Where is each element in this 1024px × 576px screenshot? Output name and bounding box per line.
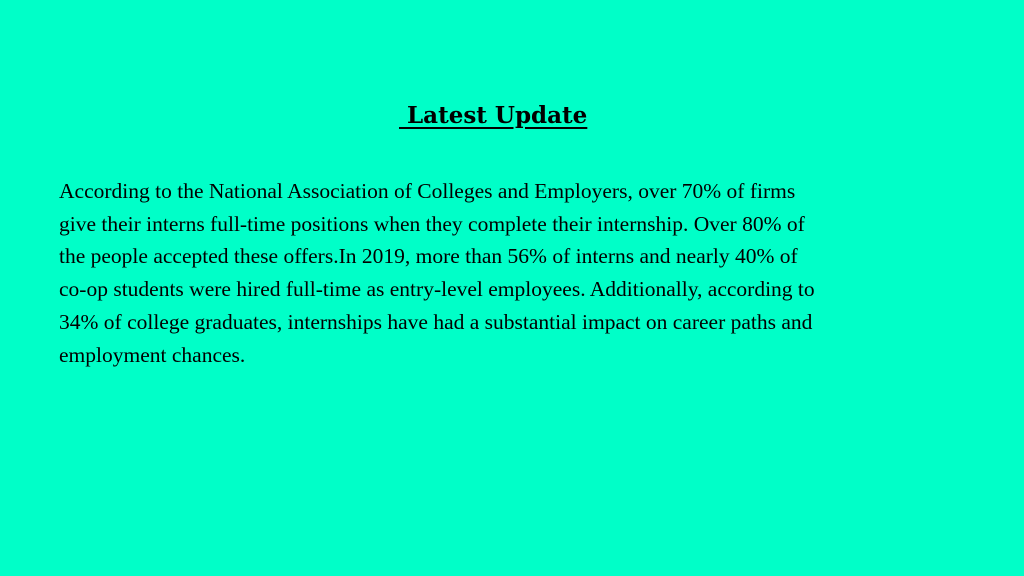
slide-title: Latest Update — [399, 102, 588, 129]
body-paragraph — [59, 175, 989, 371]
body-line: According to the National Association of Colleges and Employers, over 70% of firms — [59, 179, 796, 203]
body-line: the people accepted these offers.In 2019, more than 56% of interns and nearly 40% of — [59, 244, 798, 269]
body-line: 34% of college graduates, internships have had a substantial impact on career paths and — [59, 309, 813, 334]
body-line: give their interns full-time positions when they complete their internship. Over 80% of — [59, 211, 805, 236]
body-line: co-op students were hired full-time as entry-level employees. Additionally, according to — [59, 277, 815, 302]
body-line: employment chances. — [59, 342, 246, 367]
